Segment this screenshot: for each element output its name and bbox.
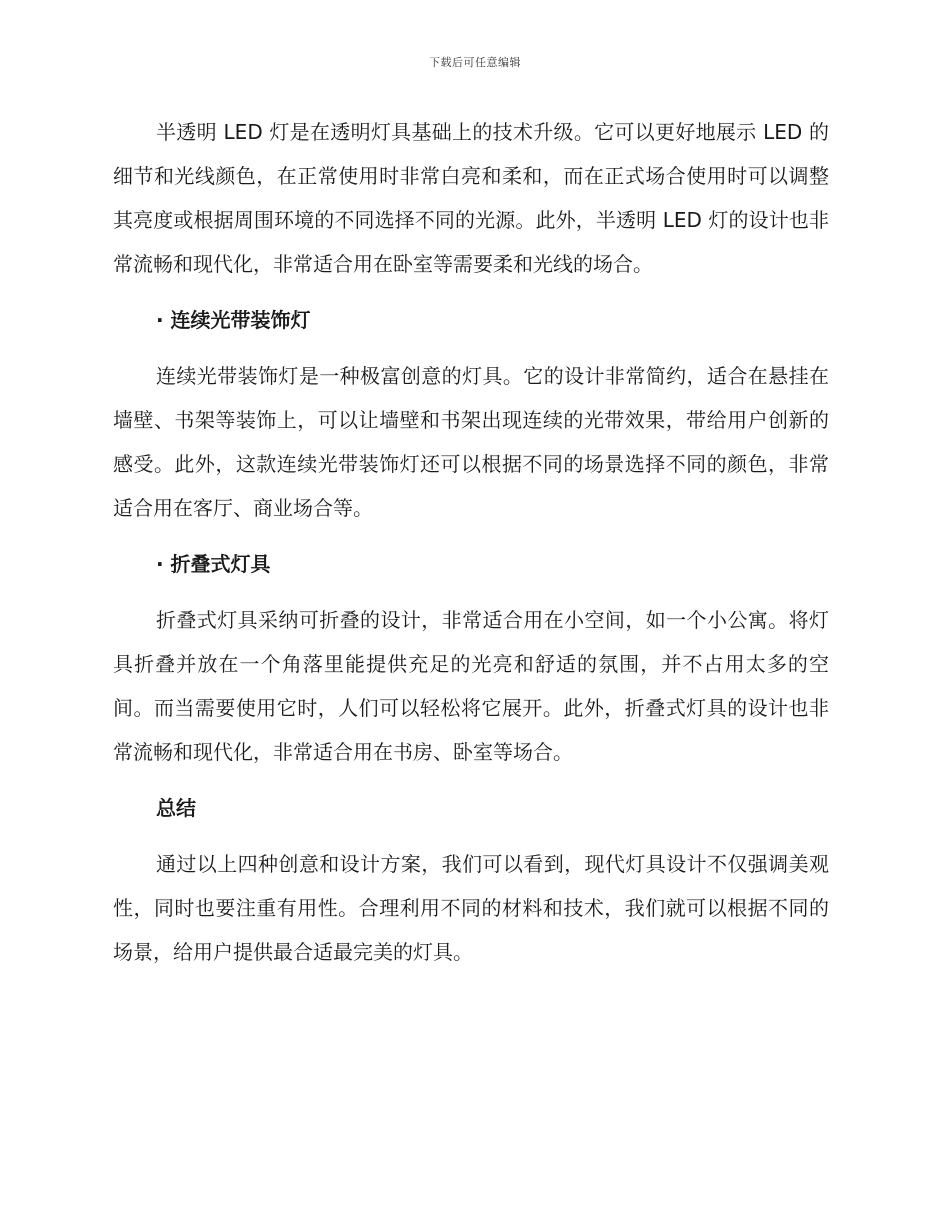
paragraph-folding-lamp: 折叠式灯具采纳可折叠的设计，非常适合用在小空间，如一个小公寓。将灯具折叠并放在一个角落里能提供充足的光亮和舒适的氛围，并不占用太多的空间。而当需要使用它时，人们可以轻松将它展开。此外，折叠式灯具的设计也非常流畅和现代化，非常适合用在书房、卧室等场合。 xyxy=(113,608,829,764)
paragraph-translucent-led: 半透明 LED 灯是在透明灯具基础上的技术升级。它可以更好地展示 LED 的细节和光线颜色，在正常使用时非常白亮和柔和，而在正式场合使用时可以调整其亮度或根据周围环境的不同选择不同的光源。此外，半透明 LED 灯的设计也非常流畅和现代化，非常适合用在卧室等需要柔和光线的场合。 xyxy=(113,120,829,276)
heading-folding-lamp: · 折叠式灯具 xyxy=(156,552,271,576)
heading-summary: 总结 xyxy=(156,796,196,820)
paragraph-continuous-light-strip: 连续光带装饰灯是一种极富创意的灯具。它的设计非常简约，适合在悬挂在墙壁、书架等装饰上，可以让墙壁和书架出现连续的光带效果，带给用户创新的感受。此外，这款连续光带装饰灯还可以根据不同的场景选择不同的颜色，非常适合用在客厅、商业场合等。 xyxy=(113,364,829,520)
paragraph-summary: 通过以上四种创意和设计方案，我们可以看到，现代灯具设计不仅强调美观性，同时也要注重有用性。合理利用不同的材料和技术，我们就可以根据不同的场景，给用户提供最合适最完美的灯具。 xyxy=(113,852,829,964)
header-note: 下载后可任意编辑 xyxy=(429,56,521,69)
heading-continuous-light-strip: · 连续光带装饰灯 xyxy=(156,308,311,332)
document-body xyxy=(113,110,829,986)
